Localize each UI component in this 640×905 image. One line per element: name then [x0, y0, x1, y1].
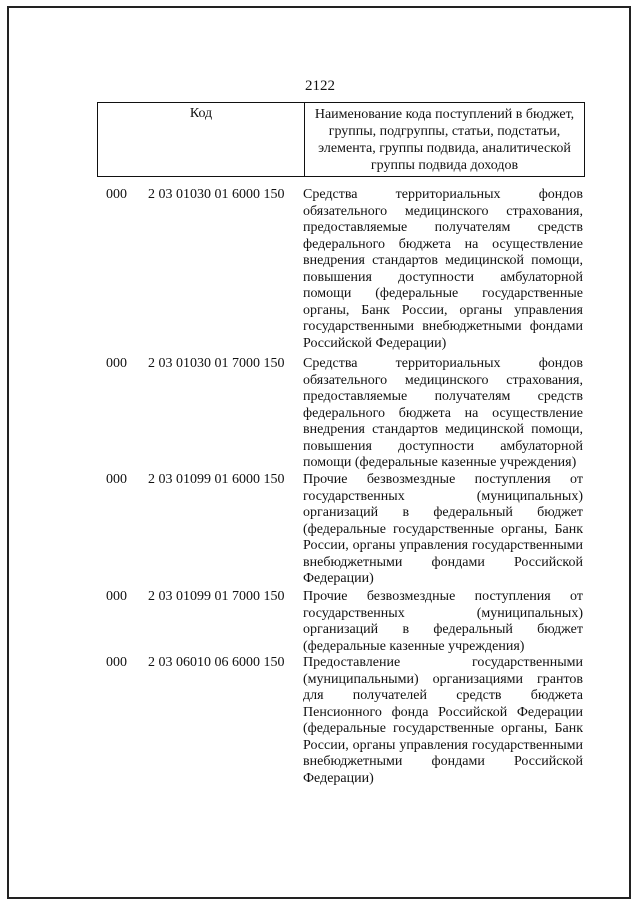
- admin-code: 000: [106, 589, 127, 604]
- budget-code: 2 03 01099 01 6000 150: [148, 472, 285, 487]
- budget-code: 2 03 01099 01 7000 150: [148, 589, 285, 604]
- admin-code: 000: [106, 472, 127, 487]
- header-name: Наименование кода поступлений в бюджет, группы, подгруппы, статьи, подстатьи, элемента, группы подвида, аналитической группы подвида доходов: [305, 103, 585, 177]
- page-number: 2122: [305, 78, 335, 94]
- income-description: Прочие безвозмездные поступления от государственных (муниципальных) организаций в федеральный бюджет (федеральные казенные учреждения): [303, 589, 583, 654]
- budget-code: 2 03 01030 01 6000 150: [148, 187, 285, 202]
- header-code: Код: [98, 103, 305, 177]
- admin-code: 000: [106, 356, 127, 371]
- table-header: [97, 102, 585, 177]
- income-description: Средства территориальных фондов обязательного медицинского страхования, предоставляемые получателям средств федерального бюджета на осуществление внедрения стандартов медицинской помощи, повышения доступности амбулаторной помощи (федеральные казенные учреждения): [303, 356, 583, 470]
- admin-code: 000: [106, 655, 127, 670]
- budget-code: 2 03 01030 01 7000 150: [148, 356, 285, 371]
- income-description: Прочие безвозмездные поступления от государственных (муниципальных) организаций в федеральный бюджет (федеральные государственные органы, Банк России, органы управления государственными внебюджетными фондами Российской Федерации): [303, 472, 583, 586]
- income-description: Средства территориальных фондов обязательного медицинского страхования, предоставляемые получателям средств федерального бюджета на осуществление внедрения стандартов медицинской помощи, повышения доступности амбулаторной помощи (федеральные государственные органы, Банк России, органы управления государственными внебюджетными фондами Российской Федерации): [303, 187, 583, 351]
- budget-code: 2 03 06010 06 6000 150: [148, 655, 285, 670]
- admin-code: 000: [106, 187, 127, 202]
- income-description: Предоставление государственными (муниципальными) организациями грантов для получателей средств бюджета Пенсионного фонда Российской Федерации (федеральные государственные органы, Банк России, органы управления государственными внебюджетными фондами Российской Федерации): [303, 655, 583, 786]
